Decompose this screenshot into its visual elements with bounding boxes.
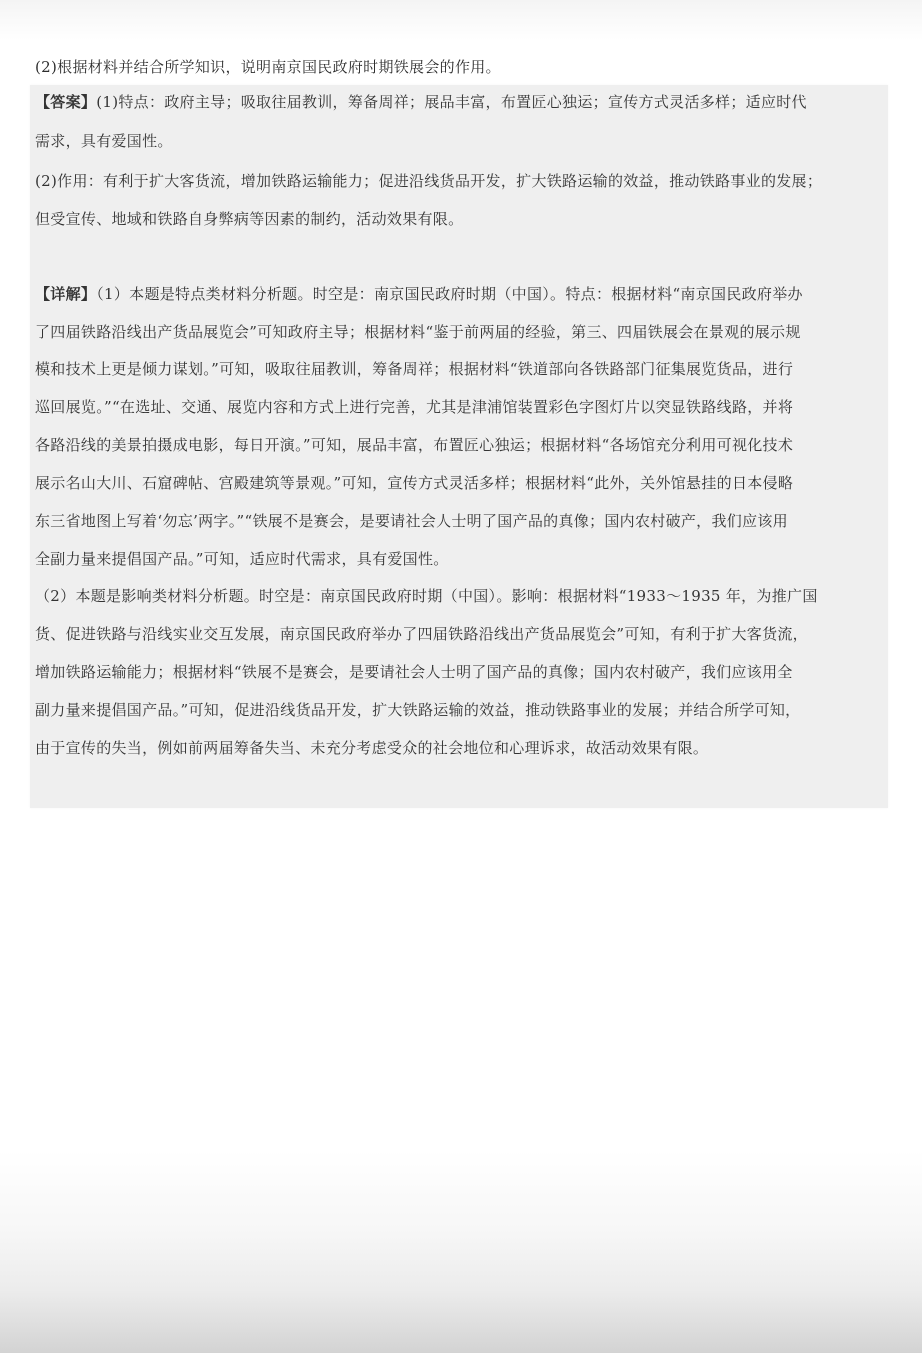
explanation-label: 【详解】: [35, 285, 97, 303]
question-text: (2)根据材料并结合所学知识，说明南京国民政府时期铁展会的作用。: [35, 58, 501, 76]
explanation-line-10: 货、促进铁路与沿线实业交互发展，南京国民政府举办了四届铁路沿线出产货品展览会”可知，有利于扩大客货流，: [35, 625, 808, 643]
explanation-line-6: 展示名山大川、石窟碑帖、宫殿建筑等景观。”可知，宣传方式灵活多样；根据材料“此外，关外馆悬挂的日本侵略: [35, 474, 794, 492]
explanation-line-2: 了四届铁路沿线出产货品展览会”可知政府主导；根据材料“鉴于前两届的经验，第三、四届铁展会在景观的展示规: [35, 323, 801, 341]
explanation-line-1: 【详解】（1）本题是特点类材料分析题。时空是：南京国民政府时期（中国）。特点：根据材料“南京国民政府举办: [35, 285, 803, 303]
explanation-line-11: 增加铁路运输能力；根据材料“铁展不是赛会，是要请社会人士明了国产品的真像；国内农村破产，我们应该用全: [35, 663, 793, 681]
explanation-line-9: （2）本题是影响类材料分析题。时空是：南京国民政府时期（中国）。影响：根据材料“1933～1935 年，为推广国: [35, 587, 818, 605]
answer-line-1: 【答案】(1)特点：政府主导；吸取往届教训，筹备周祥；展品丰富，布置匠心独运；宣传方式灵活多样；适应时代: [35, 93, 807, 111]
answer-line-4: 但受宣传、地域和铁路自身弊病等因素的制约，活动效果有限。: [35, 210, 464, 228]
answer-line-3: (2)作用：有利于扩大客货流，增加铁路运输能力；促进沿线货品开发，扩大铁路运输的效益，推动铁路事业的发展；: [35, 172, 823, 190]
explanation-line-4: 巡回展览。”“在选址、交通、展览内容和方式上进行完善，尤其是津浦馆装置彩色字图灯片以突显铁路线路，并将: [35, 398, 794, 416]
explanation-line-8: 全副力量来提倡国产品。”可知，适应时代需求，具有爱国性。: [35, 550, 449, 568]
answer-box: [30, 85, 888, 808]
explanation-line-3: 模和技术上更是倾力谋划。”可知，吸取往届教训，筹备周祥；根据材料“铁道部向各铁路部门征集展览货品，进行: [35, 360, 794, 378]
explanation-line-13: 由于宣传的失当，例如前两届筹备失当、未充分考虑受众的社会地位和心理诉求，故活动效果有限。: [35, 739, 709, 757]
answer-line-2: 需求，具有爱国性。: [35, 132, 173, 150]
explanation-line-7: 东三省地图上写着‘勿忘’两字。”“铁展不是赛会，是要请社会人士明了国产品的真像；国内农村破产，我们应该用: [35, 512, 788, 530]
answer-label: 【答案】: [35, 93, 97, 111]
explanation-line-12: 副力量来提倡国产品。”可知，促进沿线货品开发，扩大铁路运输的效益，推动铁路事业的发展；并结合所学可知，: [35, 701, 801, 719]
explanation-line-5: 各路沿线的美景拍摄成电影，每日开演。”可知，展品丰富，布置匠心独运；根据材料“各场馆充分利用可视化技术: [35, 436, 794, 454]
